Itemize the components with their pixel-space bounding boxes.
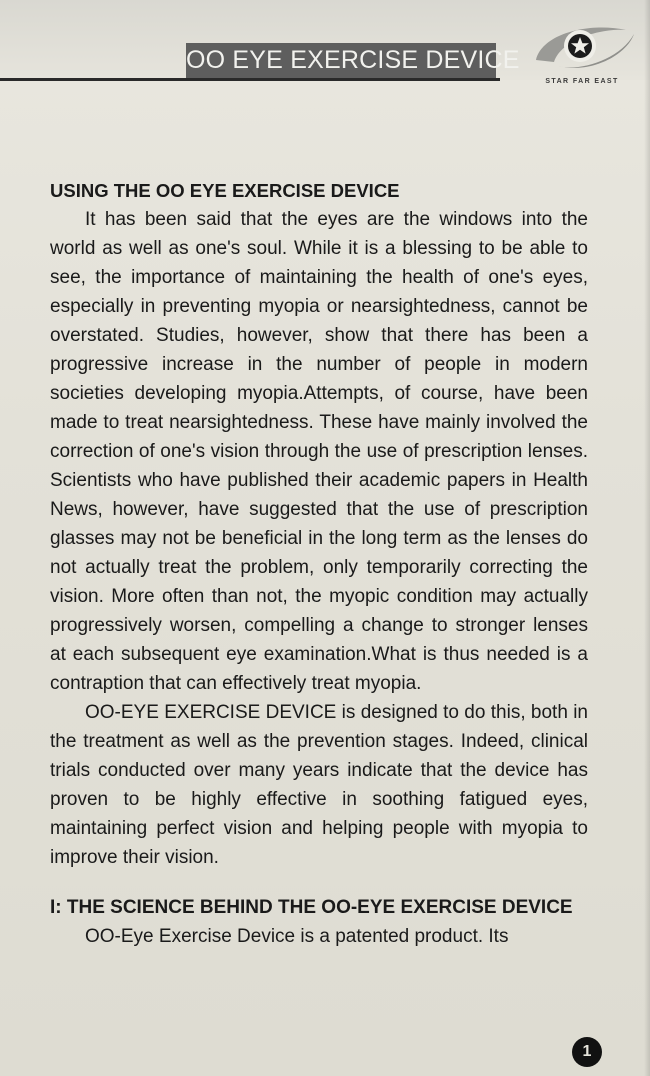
logo-text: STAR FAR EAST: [545, 78, 619, 85]
paragraph: OO-EYE EXERCISE DEVICE is designed to do this, both in the treatment as well as the prevention stages. Indeed, clinical trials conducted over many years indicate that the device has proven to be highly effective in soothing fatigued eyes, maintaining perfect vision and helping people with myopia to improve their vision.: [50, 702, 588, 868]
article-body: [50, 176, 588, 951]
section-heading: USING THE OO EYE EXERCISE DEVICE: [50, 180, 400, 201]
page-edge-shadow: [644, 0, 650, 1076]
brand-logo: [528, 20, 636, 90]
paragraph: It has been said that the eyes are the windows into the world as well as one's soul. While it is a blessing to be able to see, the importance of maintaining the health of one's eyes, especially in preventing myopia or nearsightedness, cannot be overstated. Studies, however, show that there has been a progressive increase in the number of people in modern societies developing myopia.Attempts, of course, have been made to treat nearsightedness. These have mainly involved the correction of one's vision through the use of prescription lenses. Scientists who have published their academic papers in Health News, however, have suggested that the use of prescription glasses may not be beneficial in the long term as the lenses do not actually treat the problem, only temporarily correcting the vision. More often than not, the myopic condition may actually progressively worsen, compelling a change to stronger lenses at each subsequent eye examination.What is thus needed is a contraption that can effectively treat myopia.: [50, 209, 588, 694]
header-rule: [0, 78, 500, 81]
page-number-badge: 1: [572, 1037, 602, 1067]
section-heading: I: THE SCIENCE BEHIND THE OO-EYE EXERCISE DEVICE: [50, 897, 573, 918]
paragraph: OO-Eye Exercise Device is a patented product. Its: [85, 926, 509, 947]
star-logo-icon: [528, 20, 636, 78]
header-title: OO EYE EXERCISE DEVICE: [186, 43, 496, 78]
